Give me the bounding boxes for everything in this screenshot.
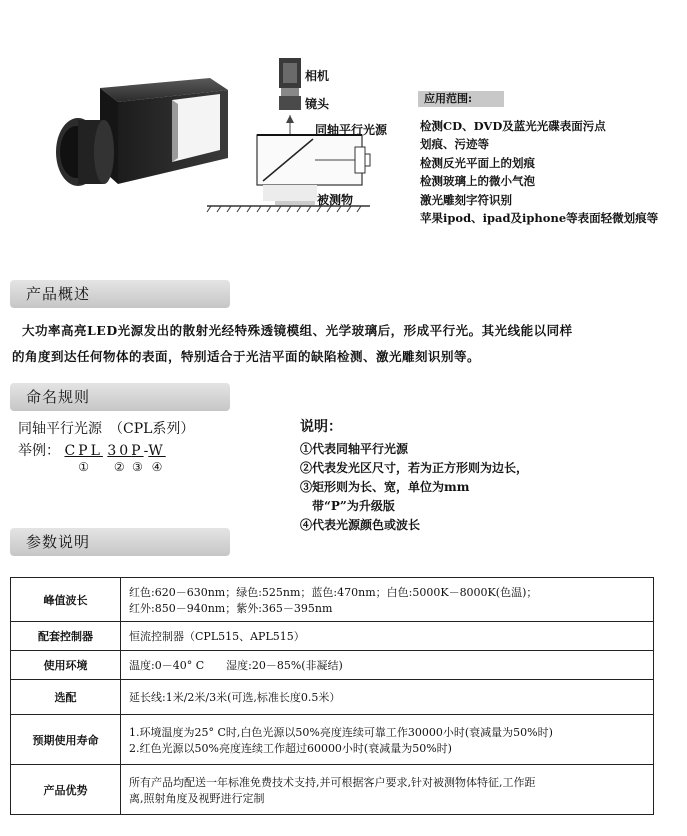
table-row (11, 715, 654, 765)
application-item: 检测CD、DVD及蓝光光碟表面污点 (420, 119, 606, 133)
lens-label: 镜头 (305, 97, 330, 111)
explanation-item: ③矩形则为长、宽，单位为mm (300, 480, 470, 494)
object-label: 被测物 (317, 193, 354, 207)
table-row (11, 578, 654, 622)
explanation-title: 说明： (300, 419, 342, 435)
table-row (11, 622, 654, 651)
row-value: 1.环境温度为25° C时,白色光源以50%亮度连续可靠工作30000小时(衰减量为50%时) 2.红色光源以50%亮度连续工作超过60000小时(衰减量为50%时) (121, 715, 654, 765)
section-header-overview: 产品概述 (10, 280, 230, 308)
code-part: CPL ① (64, 443, 103, 474)
overview-text (12, 318, 677, 370)
explanation-item: ④代表光源颜色或波长 (300, 518, 421, 532)
naming-title: 同轴平行光源 （CPL系列） (18, 421, 195, 437)
application-list (420, 117, 658, 227)
row-value: 恒流控制器（CPL515、APL515） (121, 622, 654, 651)
code-part: W ④ (148, 443, 166, 474)
spec-table (10, 577, 654, 815)
row-value: 红色:620－630nm；绿色:525nm；蓝色:470nm；白色:5000K－8000K(色温)； 红外:850－940nm；紫外:365－395nm (121, 578, 654, 622)
row-label: 峰值波长 (11, 578, 121, 622)
section-header-naming: 命名规则 (10, 383, 230, 411)
application-item: 激光雕刻字符识别 (420, 192, 512, 207)
explanation-item: ①代表同轴平行光源 (300, 442, 409, 456)
application-item: 检测反光平面上的划痕 (420, 155, 535, 170)
row-label: 配套控制器 (11, 622, 121, 651)
row-value: 所有产品均配送一年标准免费技术支持,并可根据客户要求,针对被测物体特征,工作距 离,照射角度及视野进行定制 (121, 765, 654, 815)
application-item: 划痕、污迹等 (420, 137, 489, 152)
explanation-item: 带“P”为升级版 (300, 499, 395, 513)
application-item: 苹果ipod、ipad及iphone等表面轻微划痕等 (420, 210, 659, 225)
code-part: 30 ② (107, 443, 132, 474)
row-label: 选配 (11, 680, 121, 715)
row-value: 延长线:1米/2米/3米(可选,标准长度0.5米） (121, 680, 654, 715)
camera-label: 相机 (305, 69, 330, 83)
row-label: 使用环境 (11, 651, 121, 680)
table-row (11, 651, 654, 680)
row-value: 温度:0－40° C 湿度:20－85%(非凝结) (121, 651, 654, 680)
naming-explanation (300, 418, 528, 535)
coaxial-light-diagram (205, 55, 420, 220)
application-item: 检测玻璃上的微小气泡 (420, 174, 535, 189)
overview-line: 的角度到达任何物体的表面，特别适合于光洁平面的缺陷检测、激光雕刻识别等。 (12, 349, 481, 364)
code-part: P ③ (131, 443, 144, 474)
overview-line: 大功率高亮LED光源发出的散射光经特殊透镜模组、光学玻璃后，形成平行光。其光线能以同样 (22, 323, 573, 338)
table-row (11, 680, 654, 715)
table-row (11, 765, 654, 815)
light-source-label: 同轴平行光源 (315, 123, 388, 137)
row-label: 预期使用寿命 (11, 715, 121, 765)
row-label: 产品优势 (11, 765, 121, 815)
explanation-item: ②代表发光区尺寸，若为正方形则为边长， (300, 461, 529, 475)
code-dash: - (143, 443, 149, 459)
section-header-params: 参数说明 (10, 528, 230, 556)
application-heading: 应用范围: (418, 91, 504, 107)
naming-example (18, 418, 195, 474)
example-label: 举例： (18, 443, 60, 459)
